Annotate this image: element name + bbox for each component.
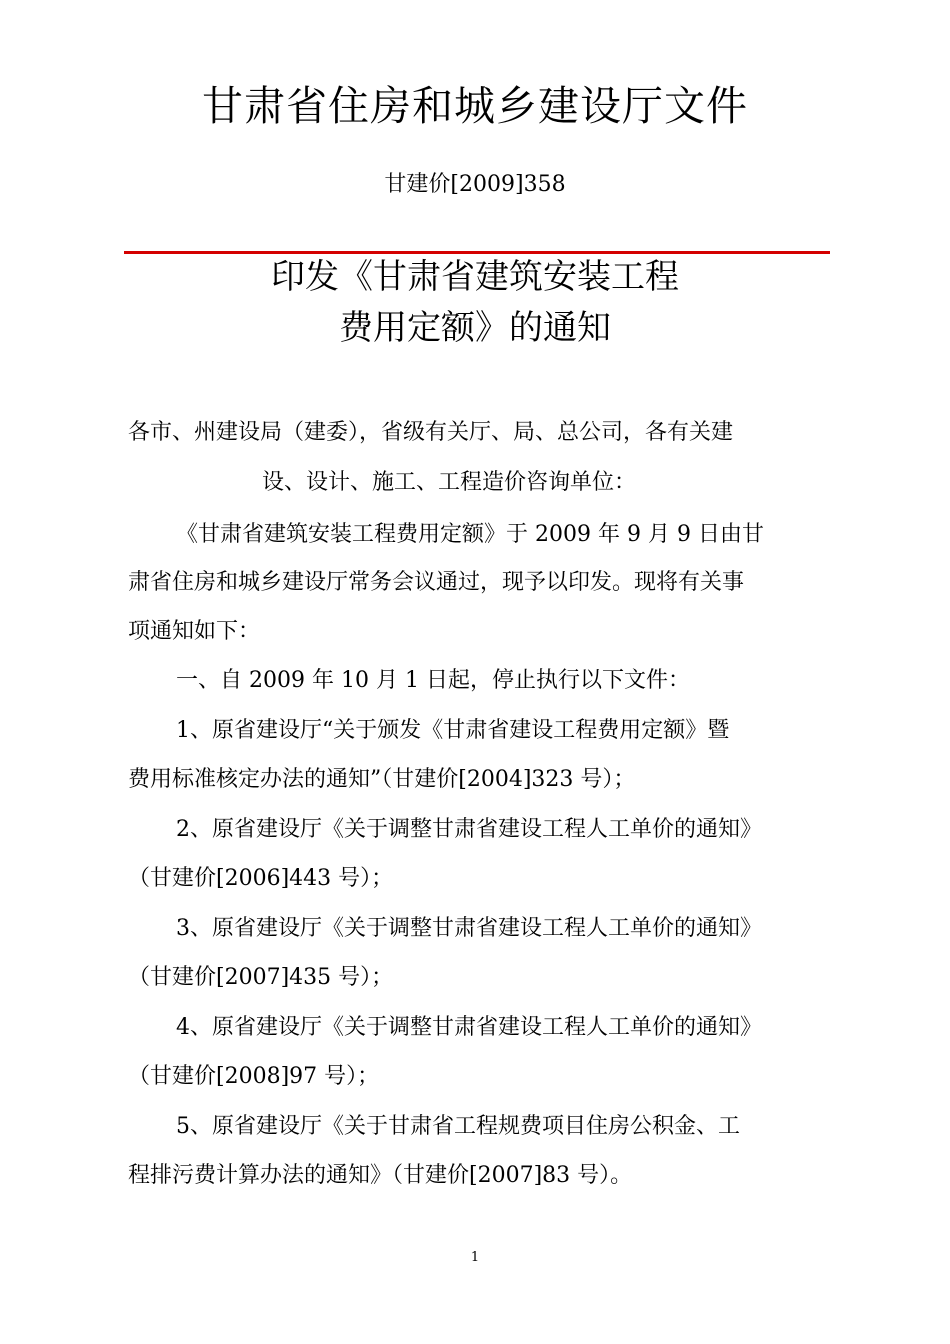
addressee-line-1: 各市、州建设局（建委），省级有关厅、局、总公司，各有关建 bbox=[128, 420, 734, 445]
list-item-2-line-1: 2、原省建设厅《关于调整甘肃省建设工程人工单价的通知》 bbox=[176, 817, 762, 842]
list-item-4-line-2: （甘建价[2008]97 号）； bbox=[128, 1064, 380, 1089]
notice-title-line-1: 印发《甘肃省建筑安装工程 bbox=[271, 257, 679, 297]
red-header-rule bbox=[124, 251, 830, 254]
list-item-4-line-1: 4、原省建设厅《关于调整甘肃省建设工程人工单价的通知》 bbox=[176, 1015, 762, 1040]
notice-title-line-2: 费用定额》的通知 bbox=[339, 308, 611, 348]
page-number: 1 bbox=[470, 1250, 480, 1265]
issuer-title: 甘肃省住房和城乡建设厅文件 bbox=[202, 82, 748, 130]
list-item-3-line-1: 3、原省建设厅《关于调整甘肃省建设工程人工单价的通知》 bbox=[176, 916, 762, 941]
list-item-3-line-2: （甘建价[2007]435 号）； bbox=[128, 965, 394, 990]
addressee-line-2: 设、设计、施工、工程造价咨询单位： bbox=[262, 470, 637, 495]
document-number: 甘建价[2009]358 bbox=[384, 172, 566, 197]
intro-line-2: 肃省住房和城乡建设厅常务会议通过，现予以印发。现将有关事 bbox=[128, 570, 745, 595]
intro-line-1: 《甘肃省建筑安装工程费用定额》于 2009 年 9 月 9 日由甘 bbox=[176, 522, 764, 547]
intro-line-3: 项通知如下： bbox=[128, 619, 261, 644]
list-item-5-line-1: 5、原省建设厅《关于甘肃省工程规费项目住房公积金、工 bbox=[176, 1114, 740, 1139]
list-item-1-line-1: 1、原省建设厅“关于颁发《甘肃省建设工程费用定额》暨 bbox=[176, 718, 730, 743]
list-item-2-line-2: （甘建价[2006]443 号）； bbox=[128, 866, 394, 891]
list-item-1-line-2: 费用标准核定办法的通知”（甘建价[2004]323 号）； bbox=[128, 767, 636, 792]
list-item-5-line-2: 程排污费计算办法的通知》（甘建价[2007]83 号）。 bbox=[128, 1163, 633, 1188]
section-1-heading: 一、自 2009 年 10 月 1 日起，停止执行以下文件： bbox=[176, 668, 690, 693]
